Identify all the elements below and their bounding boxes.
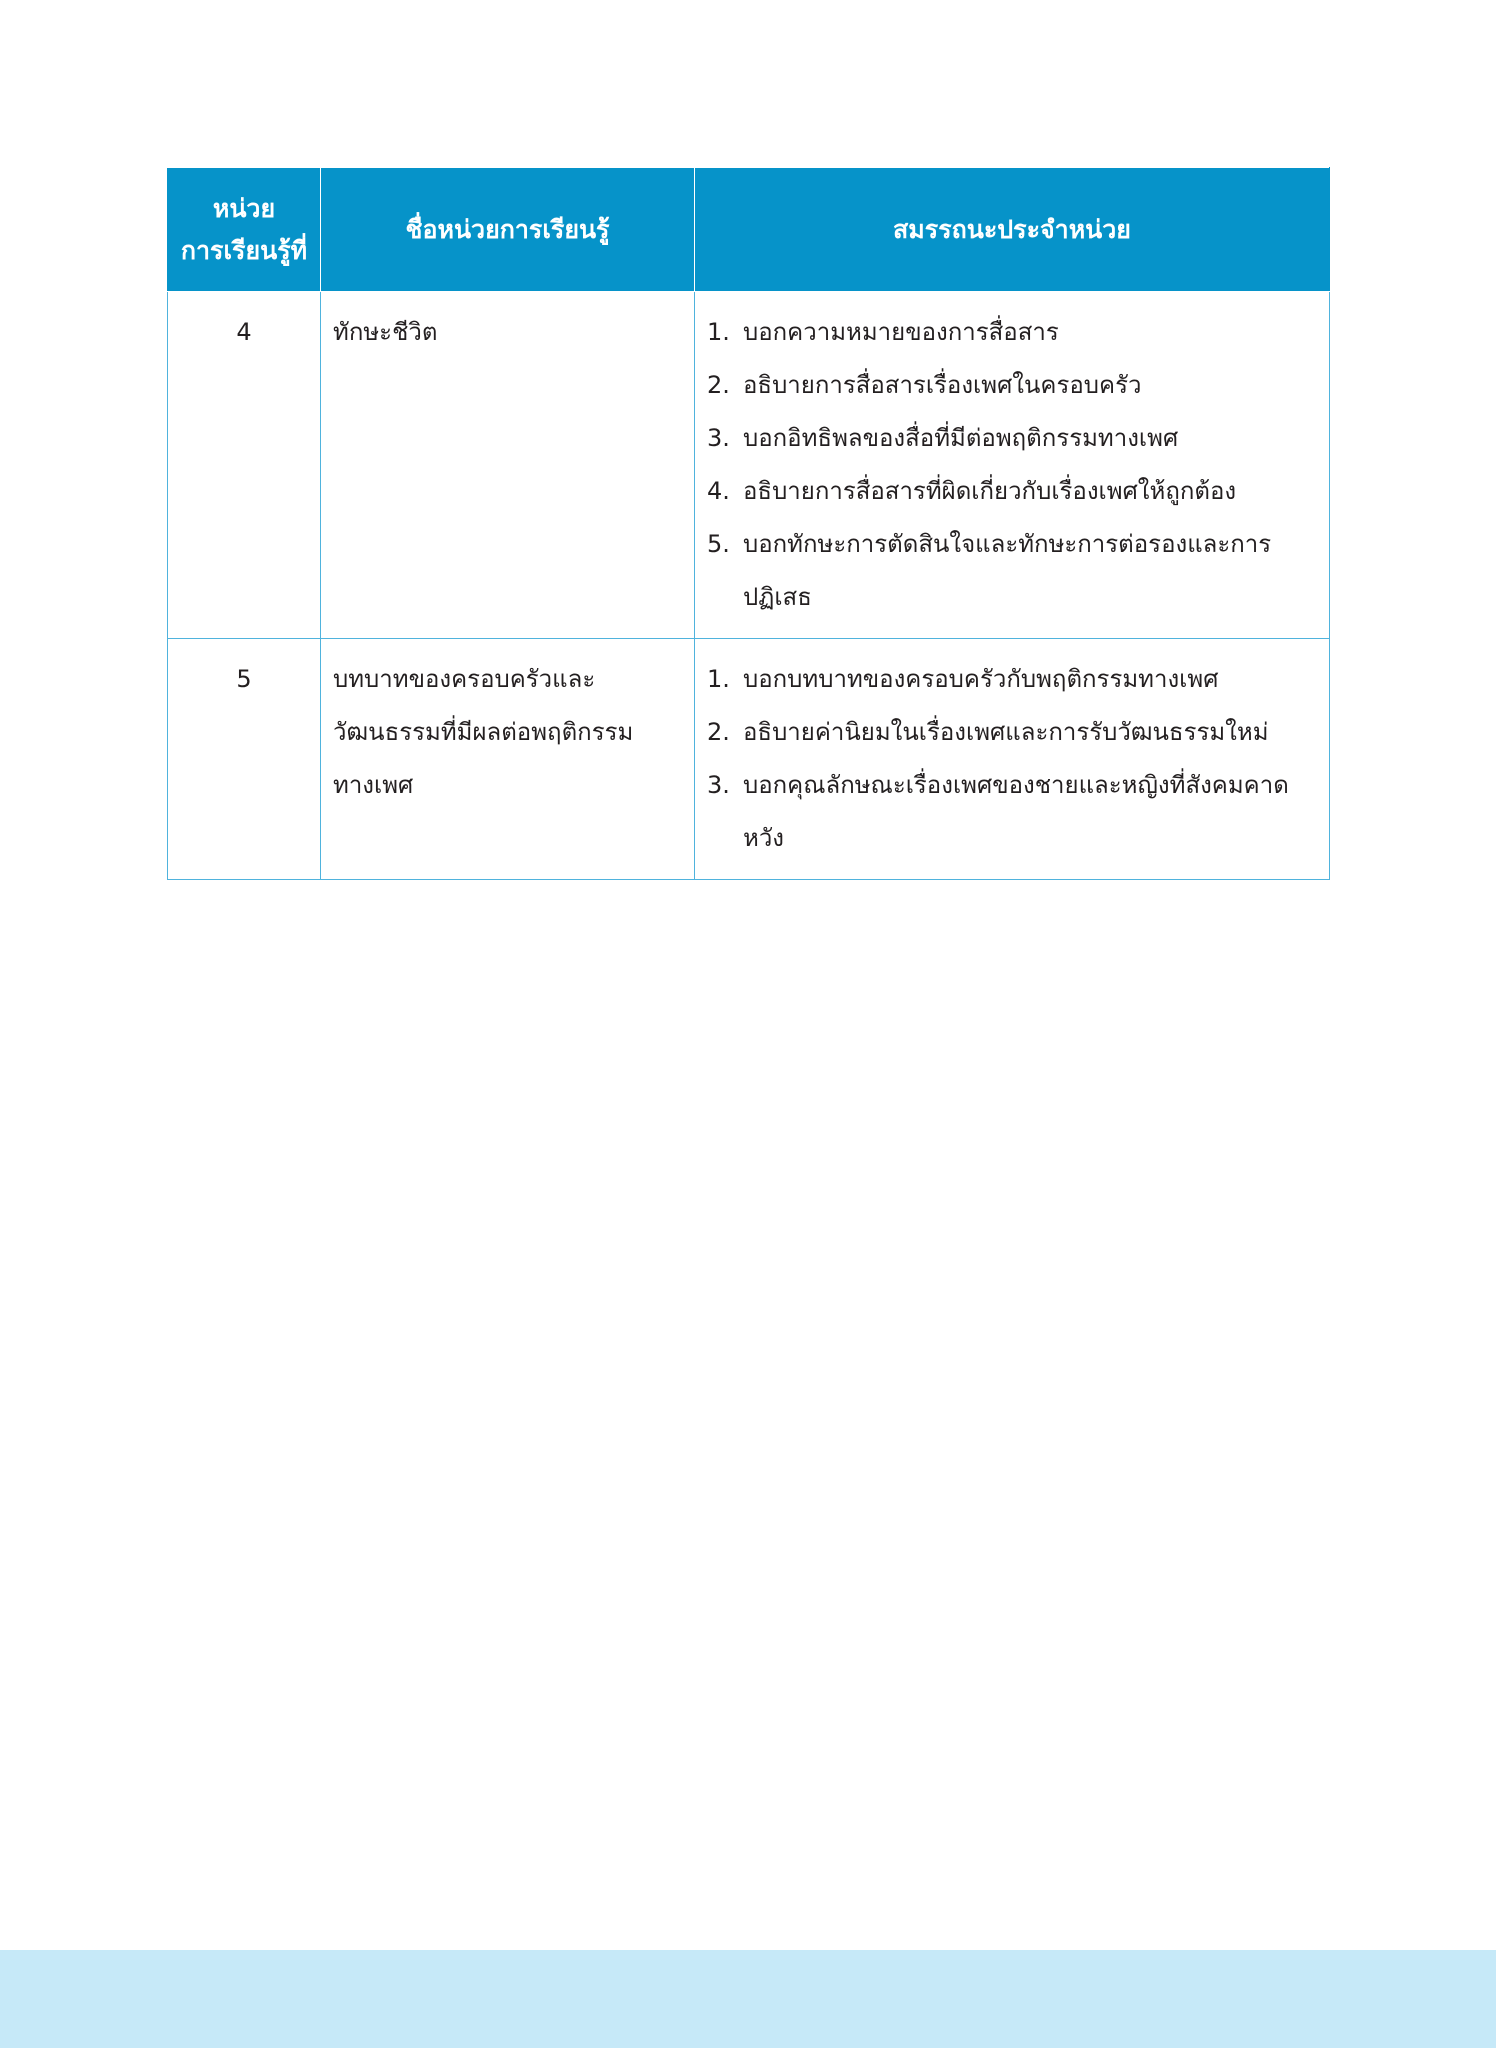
table-row — [168, 292, 1330, 639]
list-item-text: อธิบายค่านิยมในเรื่องเพศและการรับวัฒนธรรมใหม่ — [743, 718, 1269, 746]
header-unit-number — [168, 168, 321, 292]
list-item-number: 2. — [707, 718, 730, 746]
list-item-number: 1. — [707, 318, 730, 346]
list-item-text: อธิบายการสื่อสารที่ผิดเกี่ยวกับเรื่องเพศให้ถูกต้อง — [743, 477, 1237, 505]
list-item-text: บอกบทบาทของครอบครัวกับพฤติกรรมทางเพศ — [743, 665, 1219, 693]
competency-list — [707, 653, 1317, 865]
curriculum-table — [167, 167, 1330, 880]
list-item-text: บอกอิทธิพลของสื่อที่มีต่อพฤติกรรมทางเพศ — [743, 424, 1179, 452]
list-item — [707, 359, 1317, 412]
list-item — [707, 412, 1317, 465]
list-item-text: บอกทักษะการตัดสินใจและทักษะการต่อรองและการปฏิเสธ — [743, 530, 1272, 611]
unit-name-cell — [321, 292, 695, 639]
header-unit-line1: หน่วย — [212, 193, 276, 223]
table-row — [168, 639, 1330, 880]
unit-number-cell: 4 — [168, 292, 321, 639]
list-item-number: 2. — [707, 371, 730, 399]
unit-number-cell: 5 — [168, 639, 321, 880]
list-item-number: 5. — [707, 530, 730, 558]
unit-name-line: วัฒนธรรมที่มีผลต่อพฤติกรรม — [333, 718, 634, 746]
list-item-text: อธิบายการสื่อสารเรื่องเพศในครอบครัว — [743, 371, 1142, 399]
unit-name-line: ทักษะชีวิต — [333, 318, 438, 346]
list-item — [707, 653, 1317, 706]
unit-name-line: บทบาทของครอบครัวและ — [333, 665, 596, 693]
list-item — [707, 306, 1317, 359]
unit-name-line: ทางเพศ — [333, 771, 414, 799]
list-item-number: 1. — [707, 665, 730, 693]
competency-cell — [695, 292, 1330, 639]
list-item-text: บอกความหมายของการสื่อสาร — [743, 318, 1059, 346]
footer-band — [0, 1950, 1496, 2048]
list-item-text: บอกคุณลักษณะเรื่องเพศของชายและหญิงที่สังคมคาดหวัง — [743, 771, 1289, 852]
list-item-number: 3. — [707, 424, 730, 452]
table-header-row — [168, 168, 1330, 292]
competency-list — [707, 306, 1317, 624]
header-unit-name: ชื่อหน่วยการเรียนรู้ — [321, 168, 695, 292]
competency-cell — [695, 639, 1330, 880]
list-item-number: 3. — [707, 771, 730, 799]
header-competency: สมรรถนะประจำหน่วย — [695, 168, 1330, 292]
list-item-number: 4. — [707, 477, 730, 505]
list-item — [707, 465, 1317, 518]
unit-name-cell — [321, 639, 695, 880]
list-item — [707, 759, 1317, 865]
header-unit-line2: การเรียนรู้ที่ — [180, 235, 308, 265]
list-item — [707, 706, 1317, 759]
list-item — [707, 518, 1317, 624]
